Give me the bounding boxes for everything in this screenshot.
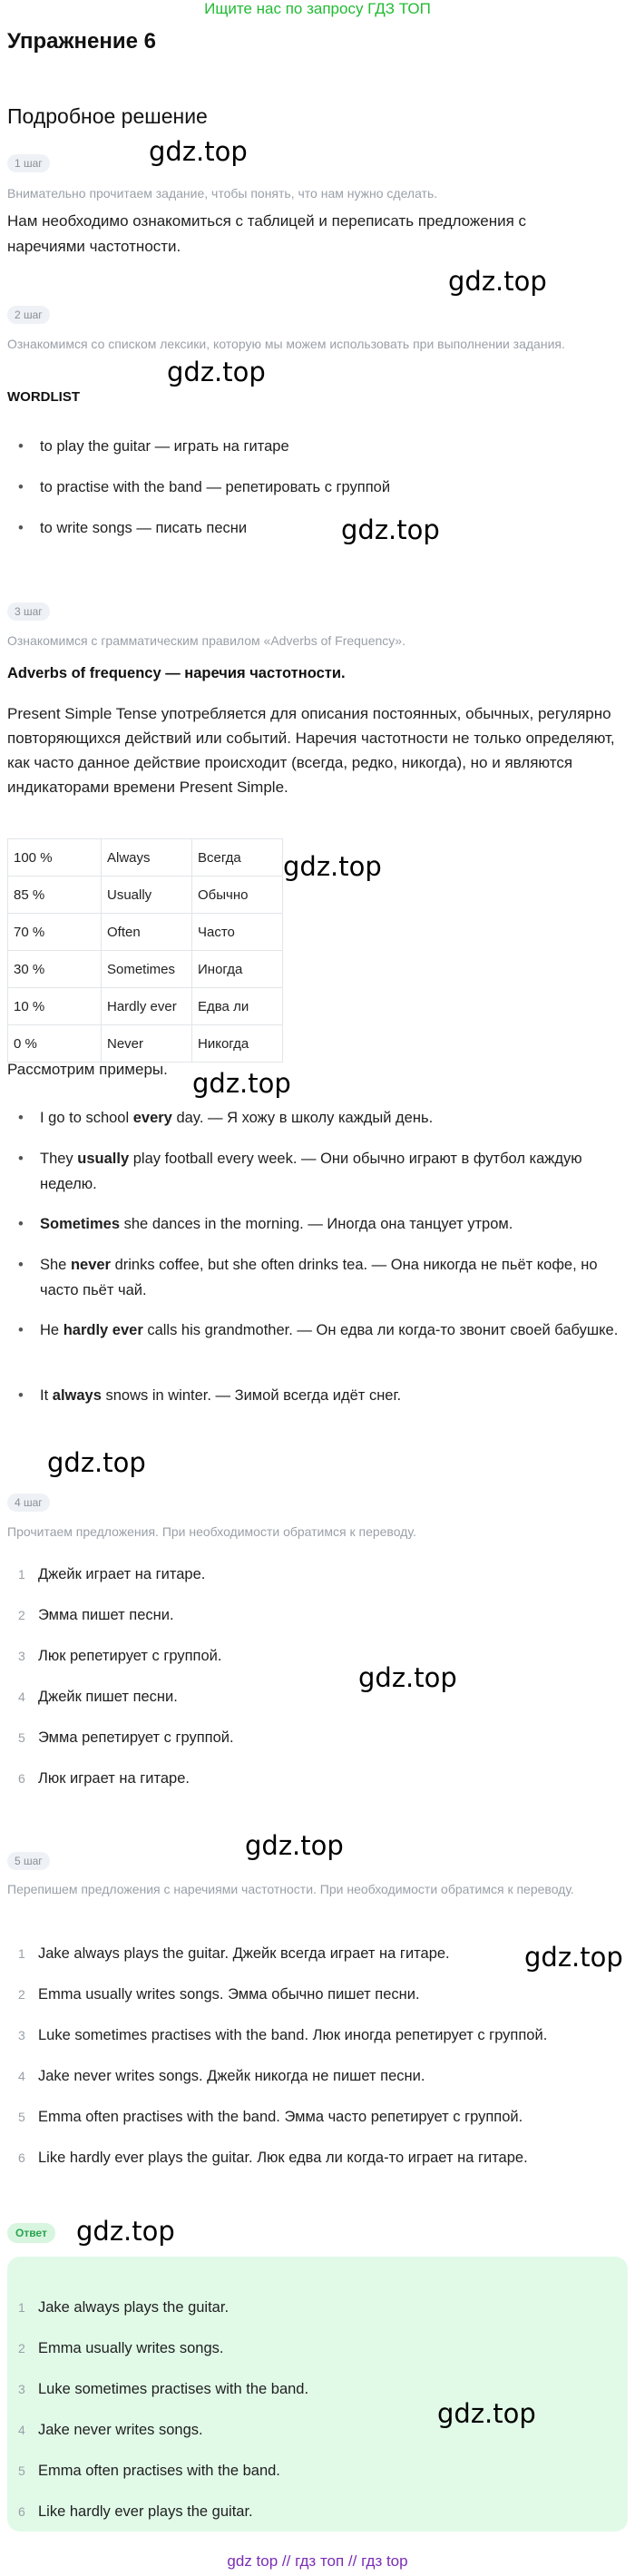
list-item: 3 Luke sometimes practises with the band.	[18, 2381, 309, 2397]
table-row	[8, 877, 283, 914]
list-item: 1 Джейк играет на гитаре.	[18, 1566, 206, 1582]
list-item: 5 Emma often practises with the band. Эмма часто репетирует с группой.	[18, 2109, 523, 2125]
list-item: 5 Emma often practises with the band.	[18, 2463, 280, 2479]
list-item: 5 Эмма репетирует с группой.	[18, 1729, 234, 1746]
watermark: gdz.top	[76, 2216, 175, 2247]
table-row	[8, 914, 283, 951]
watermark: gdz.top	[167, 357, 266, 387]
frequency-table	[7, 838, 283, 1063]
watermark: gdz.top	[149, 136, 248, 167]
table-cell: Never	[102, 1025, 192, 1063]
step-hint: Внимательно прочитаем задание, чтобы понять, что нам нужно сделать.	[7, 186, 438, 201]
table-cell: 30 %	[8, 951, 102, 988]
watermark: gdz.top	[47, 1447, 146, 1478]
list-item: • to write songs — писать песни	[7, 515, 624, 556]
list-item: 6 Люк играет на гитаре.	[18, 1770, 190, 1787]
list-item: • She never drinks coffee, but she often drinks tea. — Она никогда не пьёт кофе, но часто пьёт чай.	[7, 1252, 624, 1317]
watermark: gdz.top	[524, 1942, 623, 1973]
watermark: gdz.top	[358, 1662, 457, 1693]
wordlist-heading: WORDLIST	[7, 389, 80, 405]
table-cell: Иногда	[192, 951, 283, 988]
step-badge: 5 шаг	[7, 1852, 50, 1870]
list-item: • Sometimes she dances in the morning. — Иногда она танцует утром.	[7, 1211, 624, 1252]
table-row	[8, 988, 283, 1025]
table-cell: Sometimes	[102, 951, 192, 988]
watermark: gdz.top	[341, 514, 440, 545]
step-badge: 1 шаг	[7, 154, 50, 172]
table-row	[8, 951, 283, 988]
examples-list	[7, 1105, 624, 1424]
answer-sentences-list	[7, 1942, 624, 2187]
step-hint: Прочитаем предложения. При необходимости обратимся к переводу.	[7, 1524, 416, 1539]
table-cell: Always	[102, 839, 192, 877]
step-badge: 4 шаг	[7, 1494, 50, 1512]
list-item: • He hardly ever calls his grandmother. — Он едва ли когда-то звонит своей бабушке.	[7, 1317, 624, 1383]
step-badge: 2 шаг	[7, 306, 50, 324]
list-item: 4 Jake never writes songs. Джейк никогда не пишет песни.	[18, 2068, 425, 2084]
step-badge: 3 шаг	[7, 602, 50, 621]
table-cell: Едва ли	[192, 988, 283, 1025]
sentences-list	[7, 1562, 624, 1807]
table-cell: 0 %	[8, 1025, 102, 1063]
list-item: 3 Luke sometimes practises with the band. Люк иногда репетирует с группой.	[18, 2027, 548, 2043]
table-cell: Всегда	[192, 839, 283, 877]
watermark: gdz.top	[448, 266, 547, 297]
list-item: 6 Like hardly ever plays the guitar. Люк едва ли когда-то играет на гитаре.	[18, 2150, 528, 2166]
list-item: • It always snows in winter. — Зимой всегда идёт снег.	[7, 1383, 624, 1424]
examples-intro: Рассмотрим примеры.	[7, 1061, 168, 1078]
list-item: 6 Like hardly ever plays the guitar.	[18, 2503, 253, 2520]
list-item: 2 Emma usually writes songs. Эмма обычно пишет песни.	[18, 1986, 420, 2003]
watermark: gdz.top	[192, 1068, 291, 1099]
list-item: • I go to school every day. — Я хожу в школу каждый день.	[7, 1105, 624, 1146]
answer-badge: Ответ	[7, 2223, 55, 2243]
table-cell: Обычно	[192, 877, 283, 914]
table-cell: 10 %	[8, 988, 102, 1025]
list-item: 4 Джейк пишет песни.	[18, 1689, 178, 1705]
step-hint: Ознакомимся со списком лексики, которую мы можем использовать при выполнении задания.	[7, 337, 565, 351]
table-cell: 85 %	[8, 877, 102, 914]
step-hint: Перепишем предложения с наречиями частотности. При необходимости обратимся к переводу.	[7, 1882, 574, 1896]
solution-heading: Подробное решение	[7, 104, 208, 128]
footer-links[interactable]: gdz top // гдз топ // гдз top	[227, 2552, 408, 2570]
list-item: 2 Emma usually writes songs.	[18, 2340, 224, 2356]
table-cell: 70 %	[8, 914, 102, 951]
list-item: 3 Люк репетирует с группой.	[18, 1648, 222, 1664]
list-item: 2 Эмма пишет песни.	[18, 1607, 174, 1623]
table-cell: Hardly ever	[102, 988, 192, 1025]
watermark: gdz.top	[437, 2398, 536, 2429]
table-row	[8, 839, 283, 877]
table-cell: Often	[102, 914, 192, 951]
exercise-title: Упражнение 6	[7, 29, 156, 54]
grammar-text: Present Simple Tense употребляется для описания постоянных, обычных, регулярно повторяющихся действий или событий. Наречия частотности не только определяют, как часто данное действие происходит (всегда, редко, никогда), но и являются индикаторами времени Present Simple.	[7, 705, 615, 796]
table-cell: Никогда	[192, 1025, 283, 1063]
step-hint: Ознакомимся с грамматическим правилом «Adverbs of Frequency».	[7, 633, 405, 648]
grammar-heading: Adverbs of frequency — наречия частотности.	[7, 665, 346, 681]
step-text: Нам необходимо ознакомиться с таблицей и переписать предложения с наречиями частотности.	[7, 212, 527, 255]
list-item: 4 Jake never writes songs.	[18, 2422, 203, 2438]
list-item: 1 Jake always plays the guitar. Джейк всегда играет на гитаре.	[18, 1945, 450, 1962]
table-cell: Usually	[102, 877, 192, 914]
list-item: 1 Jake always plays the guitar.	[18, 2299, 230, 2316]
watermark: gdz.top	[283, 851, 382, 882]
wordlist	[7, 434, 624, 556]
watermark: gdz.top	[245, 1830, 344, 1861]
top-banner[interactable]: Ищите нас по запросу ГДЗ ТОП	[204, 0, 431, 17]
list-item: • They usually play football every week. — Они обычно играют в футбол каждую неделю.	[7, 1146, 624, 1211]
table-cell: Часто	[192, 914, 283, 951]
list-item: • to play the guitar — играть на гитаре	[7, 434, 624, 475]
list-item: • to practise with the band — репетировать с группой	[7, 475, 624, 515]
table-cell: 100 %	[8, 839, 102, 877]
